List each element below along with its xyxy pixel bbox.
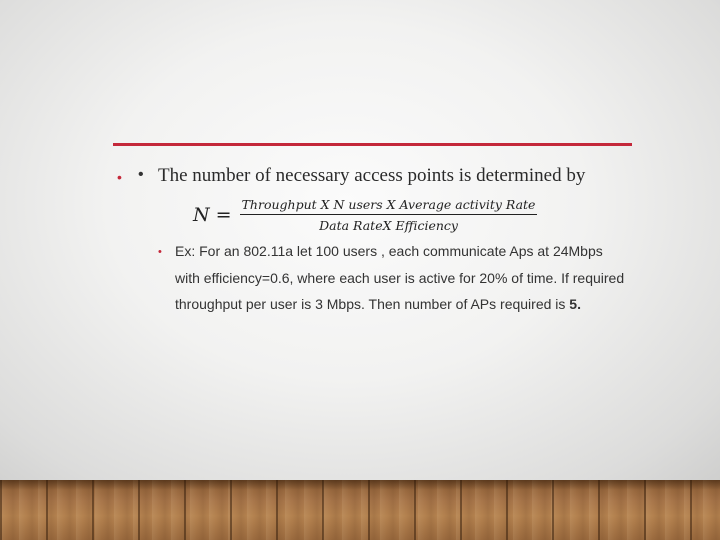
formula-numerator: Throughput X N users X Average activity Rate — [241, 197, 536, 212]
example-text — [175, 238, 630, 318]
example-bullet: • — [158, 246, 162, 258]
title-divider — [113, 143, 632, 146]
formula-lhs: N = — [193, 204, 232, 226]
outer-bullet: • — [117, 169, 122, 185]
formula-denominator: Data RateX Efficiency — [319, 218, 458, 233]
main-statement: The number of necessary access points is determined by — [158, 165, 586, 186]
formula — [193, 197, 537, 233]
main-bullet: • — [138, 166, 144, 183]
example-answer: 5. — [569, 296, 581, 312]
formula-fraction — [240, 197, 538, 233]
example-body: Ex: For an 802.11a let 100 users , each communicate Aps at 24Mbps with efficiency=0.6, where each user is active for 20% of time. If required throughput per user is 3 Mbps. Then number of APs required is — [175, 243, 625, 312]
floor-shadow — [0, 480, 720, 490]
